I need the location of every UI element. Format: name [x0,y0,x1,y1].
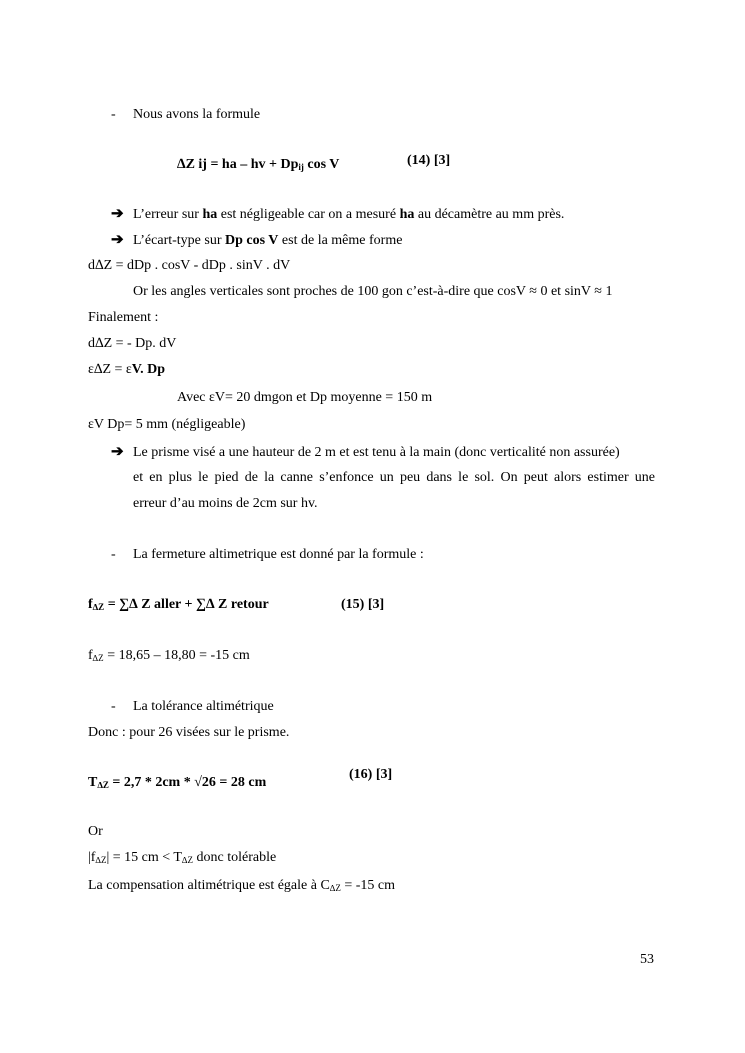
equation-epsilon [88,361,165,379]
bold-text: V. Dp [131,362,165,377]
avec-values: Avec εV= 20 dmgon et Dp moyenne = 150 m [177,390,433,405]
bold-dp-cos-v: Dp cos V [225,233,279,248]
paragraph-line: et en plus le pied de la canne s’enfonce un peu dans le sol. On peut alors estimer une [133,470,655,485]
or-label: Or [88,824,103,839]
formula-14-right: cos V [303,157,340,172]
text: L’écart-type sur [133,233,225,248]
dash-marker: - [111,699,116,714]
fermeture-value [88,647,250,667]
arrow-bullet-prisme [111,443,620,462]
formula-14-left: ∆Z ij = ha – hv + Dp [177,157,299,172]
text: est de la même forme [278,233,403,248]
text: | = 15 cm < T [106,850,182,865]
text: L’erreur sur [133,207,203,222]
paragraph-line: Le prisme visé a une hauteur de 2 m et est tenu à la main (donc verticalité non assurée) [133,445,620,460]
subscript: ∆Z [92,602,105,612]
bullet-tolerance [111,698,274,716]
dash-marker: - [111,547,116,562]
text: = ∑∆ Z aller + ∑∆ Z retour [104,597,269,612]
formula-14-ref: (14) [3] [407,153,451,168]
text: La compensation altimétrique est égale à C [88,878,330,893]
donc-visees: Donc : pour 26 visées sur le prisme. [88,725,290,740]
text: f [88,648,93,663]
bold-ha: ha [399,207,415,222]
text: La fermeture altimetrique est donné par la formule : [133,547,424,562]
text: ε∆Z = ε [88,362,132,377]
formula-16 [88,774,266,794]
formula-15-ref: (15) [3] [341,597,385,612]
bullet-formula-intro [111,106,260,124]
subscript: ∆Z [92,653,104,663]
absolute-value-line [88,849,276,869]
arrow-right-icon: ➔ [111,232,124,248]
text: est négligeable car on a mesuré [217,207,400,222]
page-number: 53 [640,952,654,967]
arrow-bullet-erreur-ha [111,205,564,224]
text: = 18,65 – 18,80 = -15 cm [103,648,250,663]
arrow-right-icon: ➔ [111,444,124,460]
text: T [88,775,98,790]
note-angles: Or les angles verticales sont proches de 100 gon c’est-à-dire que cosV ≈ 0 et sinV ≈ 1 [133,284,613,299]
text: |f [88,850,96,865]
formula-16-ref: (16) [3] [349,767,393,782]
bold-ha: ha [202,207,218,222]
paragraph-line: erreur d’au moins de 2cm sur hv. [133,496,318,511]
formula-14-subscript: ij [298,162,304,172]
finalement-label: Finalement : [88,310,159,325]
text: = -15 cm [340,878,395,893]
arrow-right-icon: ➔ [111,206,124,222]
text: donc tolérable [193,850,277,865]
equation-ddz: d∆Z = dDp . cosV - dDp . sinV . dV [88,258,291,273]
text: f [88,597,93,612]
arrow-bullet-ecart-type [111,231,402,250]
subscript: ∆Z [95,855,107,865]
subscript: ∆Z [329,883,341,893]
ev-dp-value: εV Dp= 5 mm (négligeable) [88,417,246,432]
text: La tolérance altimétrique [133,699,274,714]
compensation-line [88,877,395,897]
text: = 2,7 * 2cm * √26 = 28 cm [108,775,267,790]
equation-ddz-final: d∆Z = - Dp. dV [88,336,177,351]
intro-text: Nous avons la formule [133,107,261,122]
dash-marker: - [111,107,116,122]
bullet-fermeture [111,546,424,564]
subscript: ∆Z [181,855,193,865]
text: au décamètre au mm près. [414,207,565,222]
subscript: ∆Z [97,780,109,790]
formula-14 [177,156,339,176]
formula-15 [88,596,269,616]
